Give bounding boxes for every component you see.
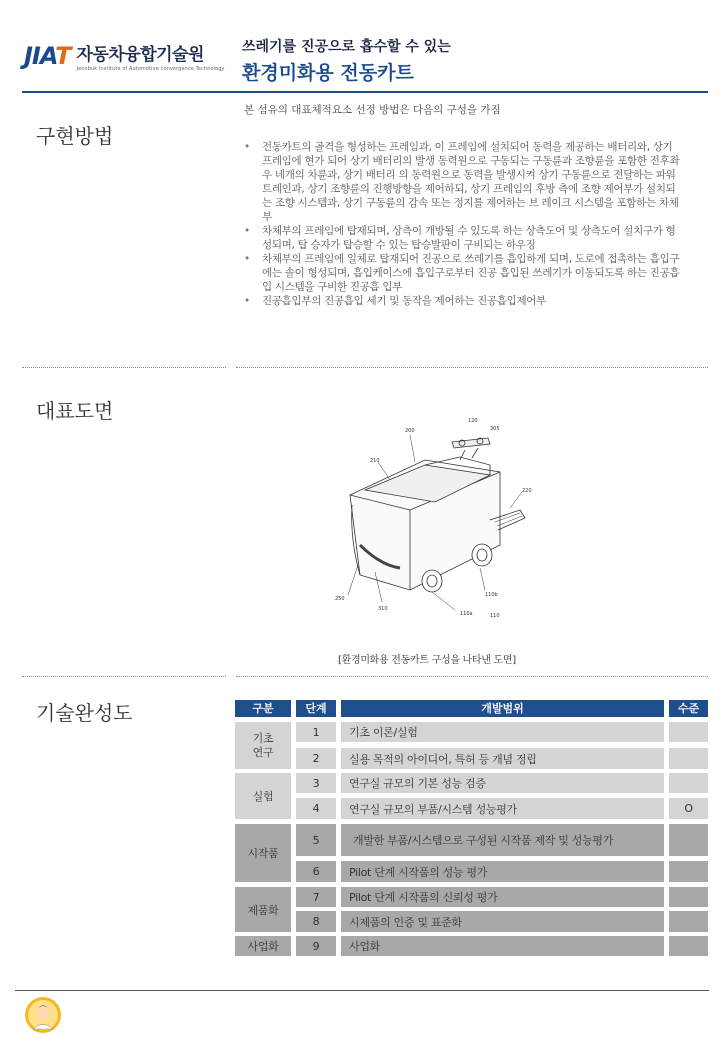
step-cell: 8 [296,911,336,932]
label-110a: 110a [460,611,473,617]
table-header-stage: 구분 [235,700,291,717]
label-210: 210 [370,458,380,464]
stage-cell-basic: 기초 연구 [235,722,291,769]
stage-cell-commercialization: 사업화 [235,936,291,956]
scope-cell: 개발한 부품/시스템으로 구성된 시작품 제작 및 성능평가 [341,824,664,856]
label-305: 305 [490,426,500,432]
table-header-scope: 개발범위 [341,700,664,717]
section-label-method: 구현방법 [36,124,114,148]
scope-cell: 시제품의 인증 및 표준화 [341,911,664,932]
level-cell [669,722,708,742]
scope-cell: Pilot 단계 시작품의 신뢰성 평가 [341,887,664,907]
level-cell [669,748,708,769]
section-label-drawing: 대표도면 [36,399,114,423]
method-bullet-list [244,140,684,308]
label-310: 310 [378,606,388,612]
institute-logo[interactable] [24,40,225,72]
scope-cell: 연구실 규모의 기본 성능 검증 [341,773,664,793]
level-cell [669,887,708,907]
step-cell: 2 [296,748,336,769]
cart-patent-drawing [330,410,540,625]
section-divider [236,367,708,368]
step-cell: 9 [296,936,336,956]
label-250: 250 [335,596,345,602]
label-120: 120 [468,418,478,424]
header-divider [22,91,708,93]
method-bullet: • 전동카트의 골격을 형성하는 프레임과, 이 프레임에 설치되어 동력을 제공하는 배터리와, 상기 프레임에 현가 되어 상기 배터리의 발생 동력원으로 구동되는 구동륜과 조향륜을 포함한 전후좌우 네개의 차륜과, 상기 배터리 의 동력원으로 동력을 발생시켜 상기 구동륜으로 전달하는 파워트레인과, 상기 조향륜의 진행방향을 제어하되, 상기 프레임의 후방 측에 조향 제어부가 설치되는 조향 시스템과, 상기 구동륜의 감속 또는 정지를 제어하는 브 레이크 시스템을 포함하는 차체부 [244,140,684,224]
page-title [242,36,451,85]
label-200: 200 [405,428,415,434]
label-220: 220 [522,488,532,494]
table-header-level: 수준 [669,700,708,717]
page-header [0,0,720,92]
section-divider [236,676,708,677]
scope-cell: 실용 목적의 아이디어, 특허 등 개념 정립 [341,748,664,769]
section-divider [22,676,226,677]
level-cell [669,936,708,956]
label-110b: 110b [485,592,498,598]
section-divider [22,367,226,368]
method-bullet: • 차체부의 프레임에 일체로 탑재되어 진공으로 쓰레기를 흡입하게 되며, 도로에 접촉하는 흡입구에는 솔이 형성되며, 흡입케이스에 흡입구로부터 진공 흡입된 쓰레기가 이동되도록 하는 진공흡입 시스템을 구비한 진공흡 입부 [244,252,684,294]
logo-name: 자동차융합기술원 [76,45,204,65]
logo-mark: JIAT [24,42,71,70]
stage-cell-experiment: 실험 [235,773,291,819]
scope-cell: 사업화 [341,936,664,956]
level-cell [669,861,708,882]
scope-cell: 연구실 규모의 부품/시스템 성능평가 [341,798,664,819]
level-cell: O [669,798,708,819]
step-cell: 5 [296,824,336,856]
level-cell [669,824,708,856]
step-cell: 4 [296,798,336,819]
scope-cell: 기초 이론/실험 [341,722,664,742]
method-bullet: • 차체부의 프레임에 탑재되며, 상측이 개방될 수 있도록 하는 상측도어 및 상측도어 설치구가 형성되며, 탑 승자가 탑승할 수 있는 탑승발판이 구비되는 하우징 [244,224,684,252]
table-header-step: 단계 [296,700,336,717]
footer-divider [15,990,709,991]
title-line-1: 쓰레기를 진공으로 흡수할 수 있는 [242,39,451,55]
figure-caption: [환경미화용 전동카트 구성을 나타낸 도면] [338,655,516,666]
label-110: 110 [490,613,500,619]
logo-subtitle: Jeonbuk Institute of Automotive convergence Technology [76,66,225,72]
step-cell: 3 [296,773,336,793]
level-cell [669,773,708,793]
scope-cell: Pilot 단계 시작품의 성능 평가 [341,861,664,882]
avatar-icon [24,996,62,1034]
stage-cell-productization: 제품화 [235,887,291,932]
method-bullet: • 진공흡입부의 진공흡입 세기 및 동작을 제어하는 진공흡입제어부 [244,294,684,308]
method-intro: 본 섬유의 대표체적요소 선정 방법은 다음의 구성을 가짐 [244,104,501,116]
step-cell: 6 [296,861,336,882]
stage-cell-prototype: 시작품 [235,824,291,882]
level-cell [669,911,708,932]
step-cell: 1 [296,722,336,742]
title-line-2: 환경미화용 전동카트 [242,62,414,84]
step-cell: 7 [296,887,336,907]
section-label-maturity: 기술완성도 [36,701,133,725]
